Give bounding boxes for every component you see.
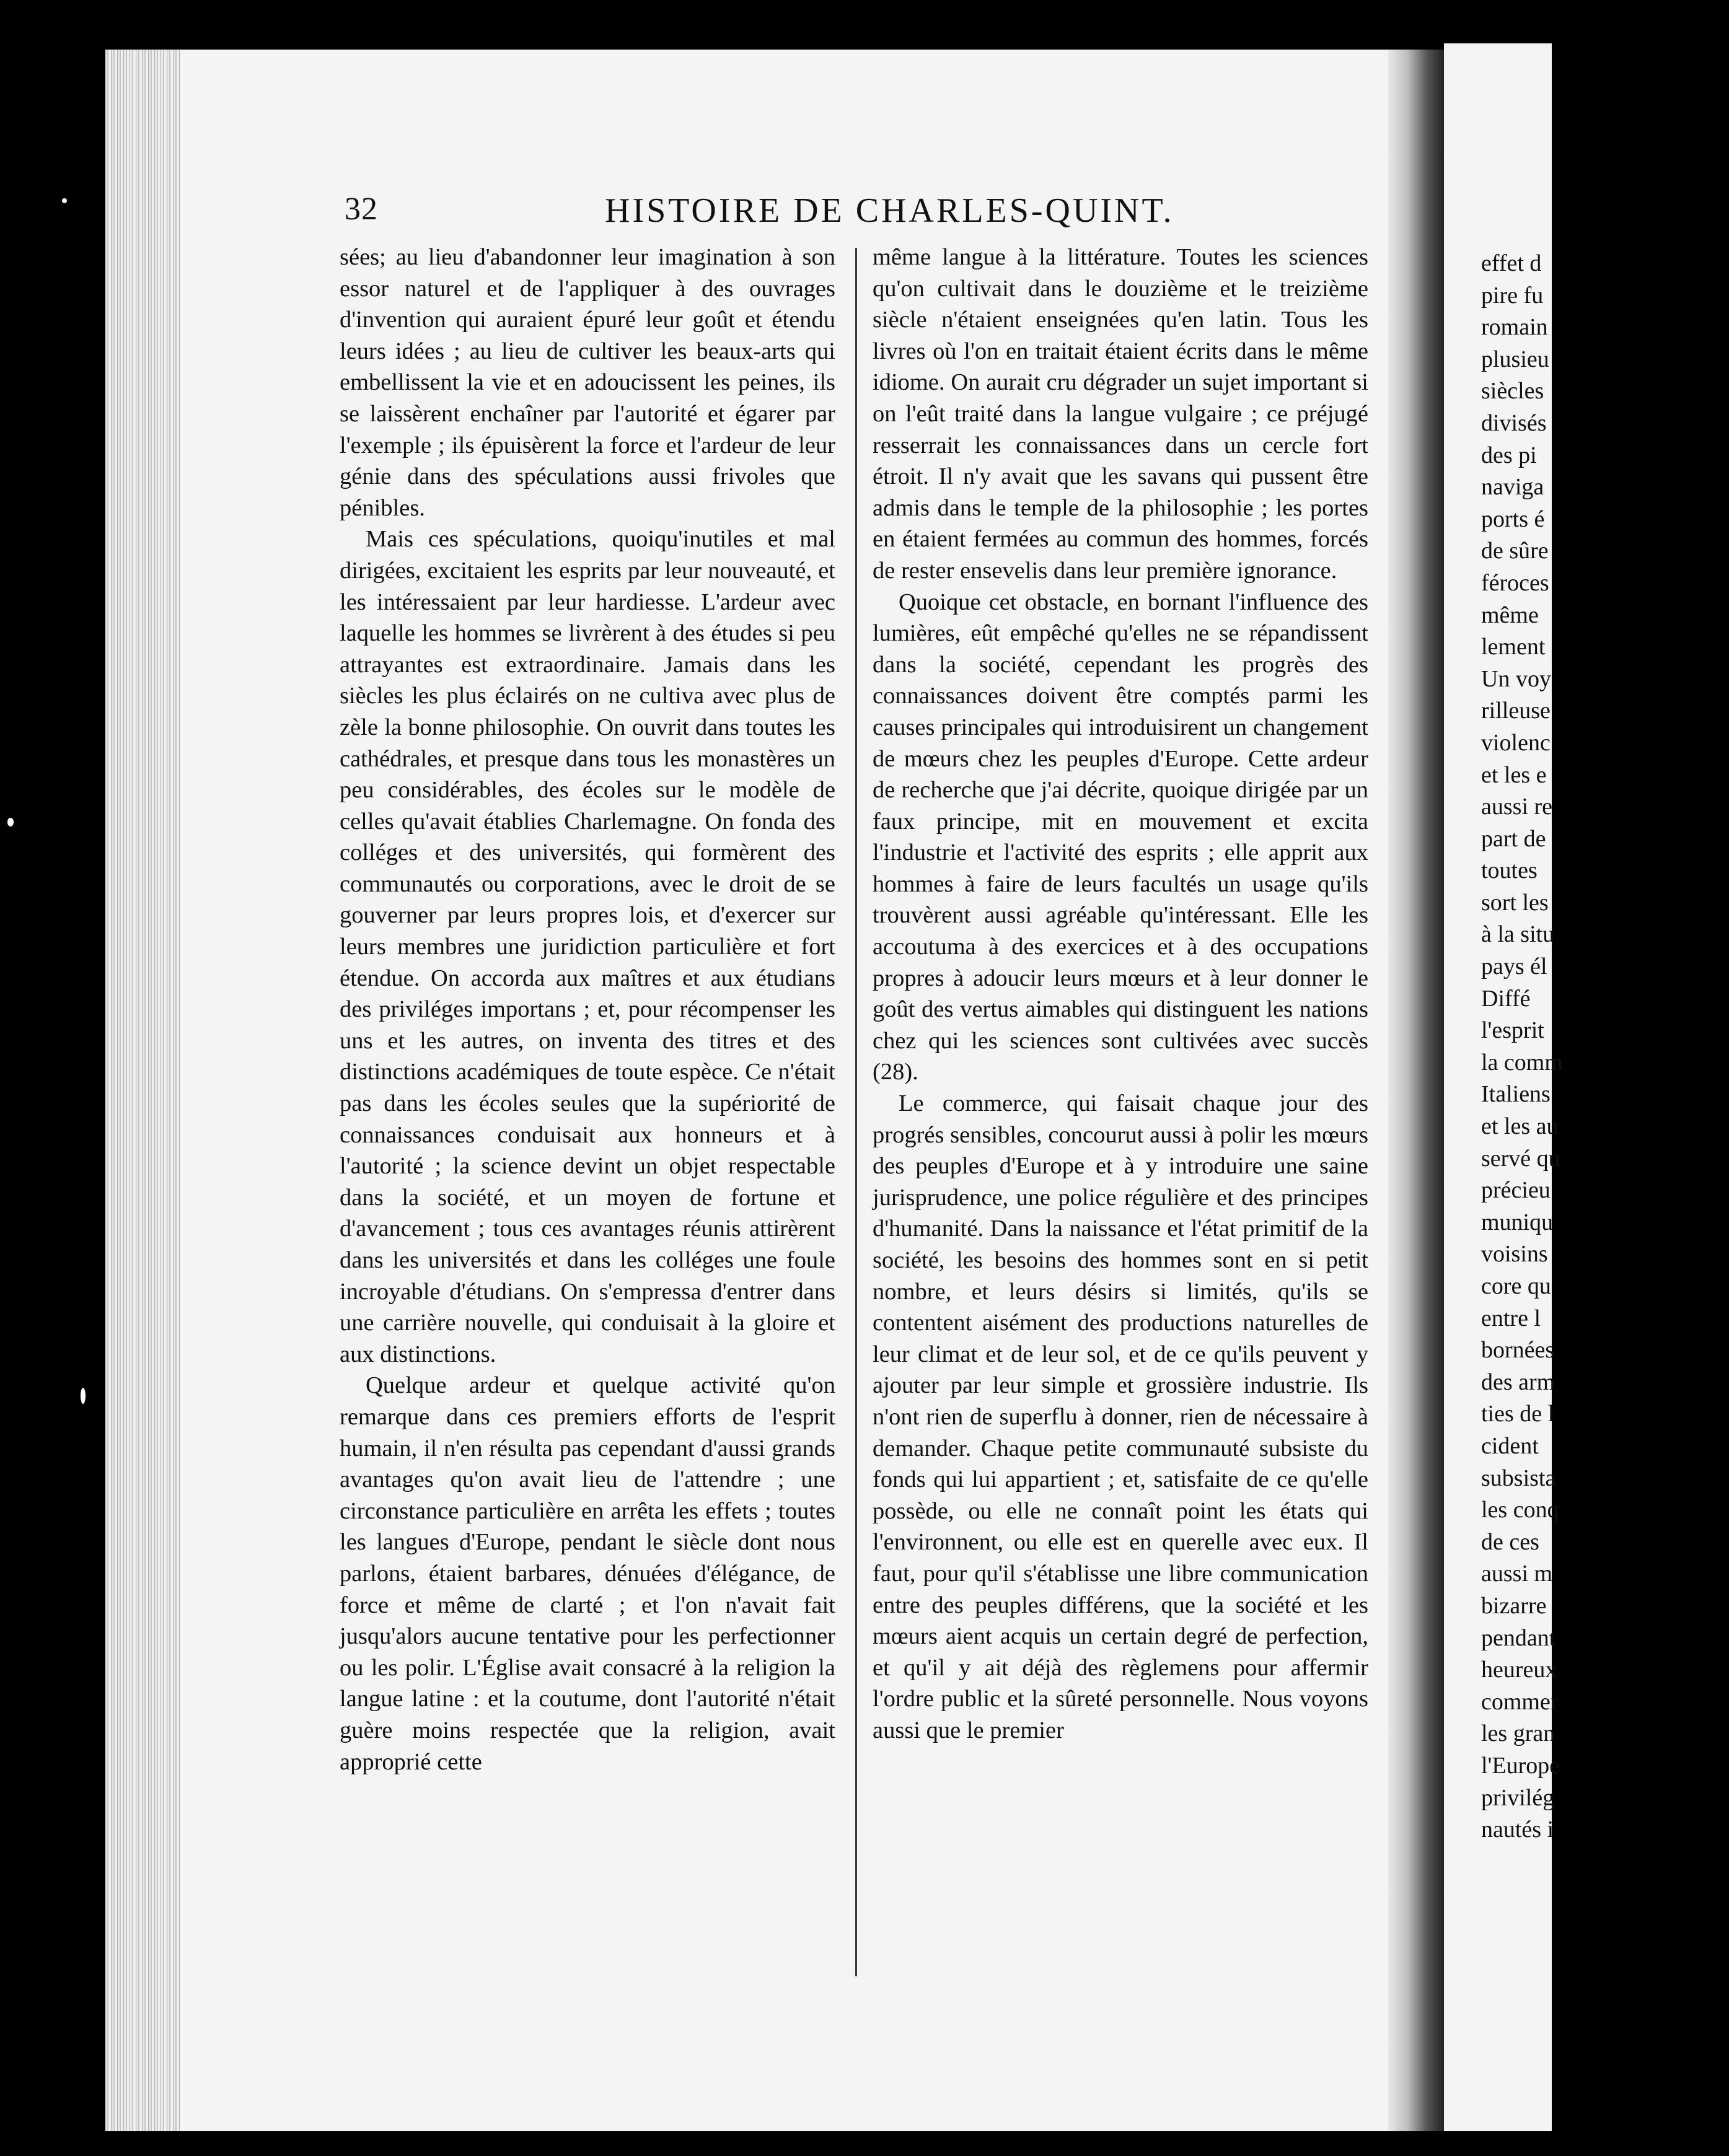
facing-page-line: sort les (1481, 889, 1549, 916)
facing-page-line: part de (1481, 825, 1546, 852)
facing-page-line: aussi re (1481, 794, 1553, 820)
facing-page-line: de sûre (1481, 538, 1549, 564)
facing-page-line: naviga (1481, 474, 1544, 501)
scan-speck (62, 198, 67, 203)
book-gutter (1388, 50, 1444, 2131)
running-title: HISTOIRE DE CHARLES-QUINT. (605, 191, 1174, 230)
facing-page-line: subsista (1481, 1465, 1556, 1491)
facing-page-line: siècles (1481, 378, 1544, 405)
facing-page-line: romain (1481, 314, 1548, 341)
facing-page-line: Un voy (1481, 665, 1551, 692)
facing-page-line: commer (1481, 1688, 1559, 1715)
facing-page-line: ties de l (1481, 1401, 1555, 1427)
facing-page-line: de ces (1481, 1528, 1539, 1555)
facing-page-line: Italiens (1481, 1081, 1551, 1108)
facing-page-line: privilég (1481, 1784, 1555, 1811)
facing-page-line: des pi (1481, 442, 1537, 468)
facing-page-line: pire fu (1481, 282, 1544, 309)
facing-page-line: aussi m (1481, 1561, 1553, 1587)
column-divider (855, 248, 857, 1976)
facing-page-line: bornées (1481, 1337, 1555, 1364)
paragraph: Mais ces spéculations, quoiqu'inutiles et mal dirigées, excitaient les esprits par leur nouveauté, et les intéressaient par leur hardiesse. L'ardeur avec laquelle les hommes se livrèrent à des études si peu attrayantes est extraordinaire. Jamais dans les siècles les plus éclairés on ne cultiva avec plus de zèle la bonne philosophie. On ouvrit dans toutes les cathédrales, et presque dans tous les monastères un peu considérables, des écoles sur le modèle de celles qu'avait établies Charlemagne. On fonda des colléges et des universités, qui formèrent des communautés ou corporations, avec le droit de se gouverner par leurs propres lois, et d'exercer sur leurs membres une juridiction particulière et fort étendue. On accorda aux maîtres et aux étudians des priviléges importans ; et, pour récompenser les uns et les autres, on inventa des titres et des distinctions académiques de toute espèce. Ce n'était pas dans les écoles seules que la supériorité de connaissances conduisait aux honneurs et à l'autorité ; la science devint un objet respectable dans la société, et un moyen de fortune et d'avancement ; tous ces avantages réunis attirèrent dans les universités et dans les colléges une foule incroyable d'étudians. On s'empressa d'entrer dans une carrière nouvelle, qui conduisait à la gloire et aux distinctions. (340, 526, 835, 1367)
left-text-column (340, 242, 835, 1777)
facing-page-line: l'esprit (1481, 1017, 1544, 1044)
facing-page-line: rilleuse (1481, 698, 1551, 724)
facing-page-line: plusieu (1481, 346, 1549, 372)
paragraph: sées; au lieu d'abandonner leur imagination à son essor naturel et de l'appliquer à des ouvrages d'invention qui auraient épuré leur goût et étendu leurs idées ; au lieu de cultiver les beaux-arts qui embellissent la vie et en adoucissent les peines, ils se laissèrent enchaîner par l'autorité et égarer par l'exemple ; ils épuisèrent la force et l'ardeur de leur génie dans des spéculations aussi frivoles que pénibles. (340, 244, 835, 521)
facing-page-line: voisins (1481, 1241, 1548, 1268)
facing-page-line: ports é (1481, 506, 1545, 532)
facing-page-line: et les au (1481, 1113, 1559, 1140)
facing-page-line: nautés i (1481, 1816, 1554, 1843)
facing-page-line: cident (1481, 1432, 1539, 1459)
facing-page-line: bizarre (1481, 1592, 1547, 1619)
facing-page-line: pendant (1481, 1624, 1556, 1651)
paragraph: Quelque ardeur et quelque activité qu'on remarque dans ces premiers efforts de l'esprit humain, il n'en résulta pas cependant d'aussi grands avantages qu'on avait lieu de l'attendre ; une circonstance particulière en arrêta les effets ; toutes les langues d'Europe, pendant le siècle dont nous parlons, étaient barbares, dénuées d'élégance, de force et même de clarté ; et l'on n'avait fait jusqu'alors aucune tentative pour les perfectionner ou les polir. L'Église avait consacré à la religion la langue latine : et la coutume, dont l'autorité n'était guère moins respectée que la religion, avait approprié cette (340, 1372, 835, 1775)
facing-page-line: effet d (1481, 250, 1542, 276)
facing-page-line: servé qu (1481, 1145, 1560, 1172)
facing-page-line: la comm (1481, 1049, 1563, 1076)
facing-page-line: heureux (1481, 1657, 1557, 1683)
facing-page-line: même (1481, 602, 1539, 628)
facing-page-line: précieu (1481, 1177, 1551, 1204)
facing-page-line: toutes (1481, 857, 1538, 884)
facing-page-line: à la situ (1481, 921, 1555, 948)
facing-page-line: pays él (1481, 953, 1547, 980)
facing-page-line: l'Europe (1481, 1752, 1560, 1779)
facing-page-line: divisés (1481, 410, 1547, 436)
right-text-column (873, 242, 1368, 1746)
facing-page-text (1481, 248, 1729, 1846)
facing-page-line: et les e (1481, 761, 1547, 788)
facing-page-line: les gran (1481, 1720, 1555, 1747)
scan-speck (81, 1388, 86, 1404)
paragraph: même langue à la littérature. Toutes les sciences qu'on cultivait dans le douzième et le treizième siècle n'étaient enseignées qu'en latin. Tous les livres où l'on en traitait étaient écrits dans le même idiome. On aurait cru dégrader un sujet important si on l'eût traité dans la langue vulgaire ; ce préjugé resserrait les connaissances dans un cercle fort étroit. Il n'y avait que les savans qui pussent être admis dans le temple de la philosophie ; les portes en étaient fermées au commun des hommes, forcés de rester ensevelis dans leur première ignorance. (873, 244, 1368, 584)
paragraph: Le commerce, qui faisait chaque jour des progrés sensibles, concourut aussi à polir les mœurs des peuples d'Europe et à y introduire une saine jurisprudence, une police régulière et des principes d'humanité. Dans la naissance et l'état primitif de la société, les besoins des hommes sont en si petit nombre, et leurs désirs si limités, qu'ils se contentent aisément des productions naturelles de leur climat et de leur sol, et de ce qu'ils peuvent y ajouter par leur simple et grossière industrie. Ils n'ont rien de superflu à donner, rien de nécessaire à demander. Chaque petite communauté subsiste du fonds qui lui appartient ; et, satisfaite de ce qu'elle possède, ou elle ne connaît point les états qui l'environnent, ou elle est en querelle avec eux. Il faut, pour qu'il s'établisse une libre communication entre des peuples différens, que la société et les mœurs aient acquis un certain degré de perfection, et qu'il y ait déjà des règlemens pour affermir l'ordre public et la sûreté personnelle. Nous voyons aussi que le premier (873, 1090, 1368, 1743)
facing-page-line: core qu (1481, 1273, 1551, 1299)
page-edges (105, 50, 180, 2131)
paragraph: Quoique cet obstacle, en bornant l'influence des lumières, eût empêché qu'elles ne se répandissent dans la société, cependant les progrès des connaissances doivent être comptés parmi les causes principales qui introduisirent un changement de mœurs chez les peuples d'Europe. Cette ardeur de recherche que j'ai décrite, quoique dirigée par un faux principe, mit en mouvement et excita l'industrie et l'activité des esprits ; elle apprit aux hommes à faire de leurs facultés un usage qu'ils trouvèrent aussi agréable qu'intéressant. Elle les accoutuma à des exercices et à des occupations propres à adoucir leurs mœurs et à leur donner le goût des vertus aimables qui distinguent les nations chez qui les sciences sont cultivées avec succès (28). (873, 589, 1368, 1085)
facing-page-line: entre l (1481, 1305, 1541, 1331)
facing-page-line: Diffé (1481, 985, 1531, 1012)
facing-page-line: féroces (1481, 569, 1549, 596)
facing-page-line: muniqu (1481, 1209, 1554, 1235)
facing-page-line: les conq (1481, 1497, 1559, 1523)
page-number: 32 (345, 191, 378, 227)
facing-page-line: violenc (1481, 729, 1551, 756)
page-header (345, 191, 1386, 234)
facing-page (1444, 43, 1563, 2131)
facing-page-line: des arm (1481, 1369, 1555, 1395)
scan-speck (7, 818, 14, 826)
facing-page-line: lement (1481, 634, 1546, 660)
